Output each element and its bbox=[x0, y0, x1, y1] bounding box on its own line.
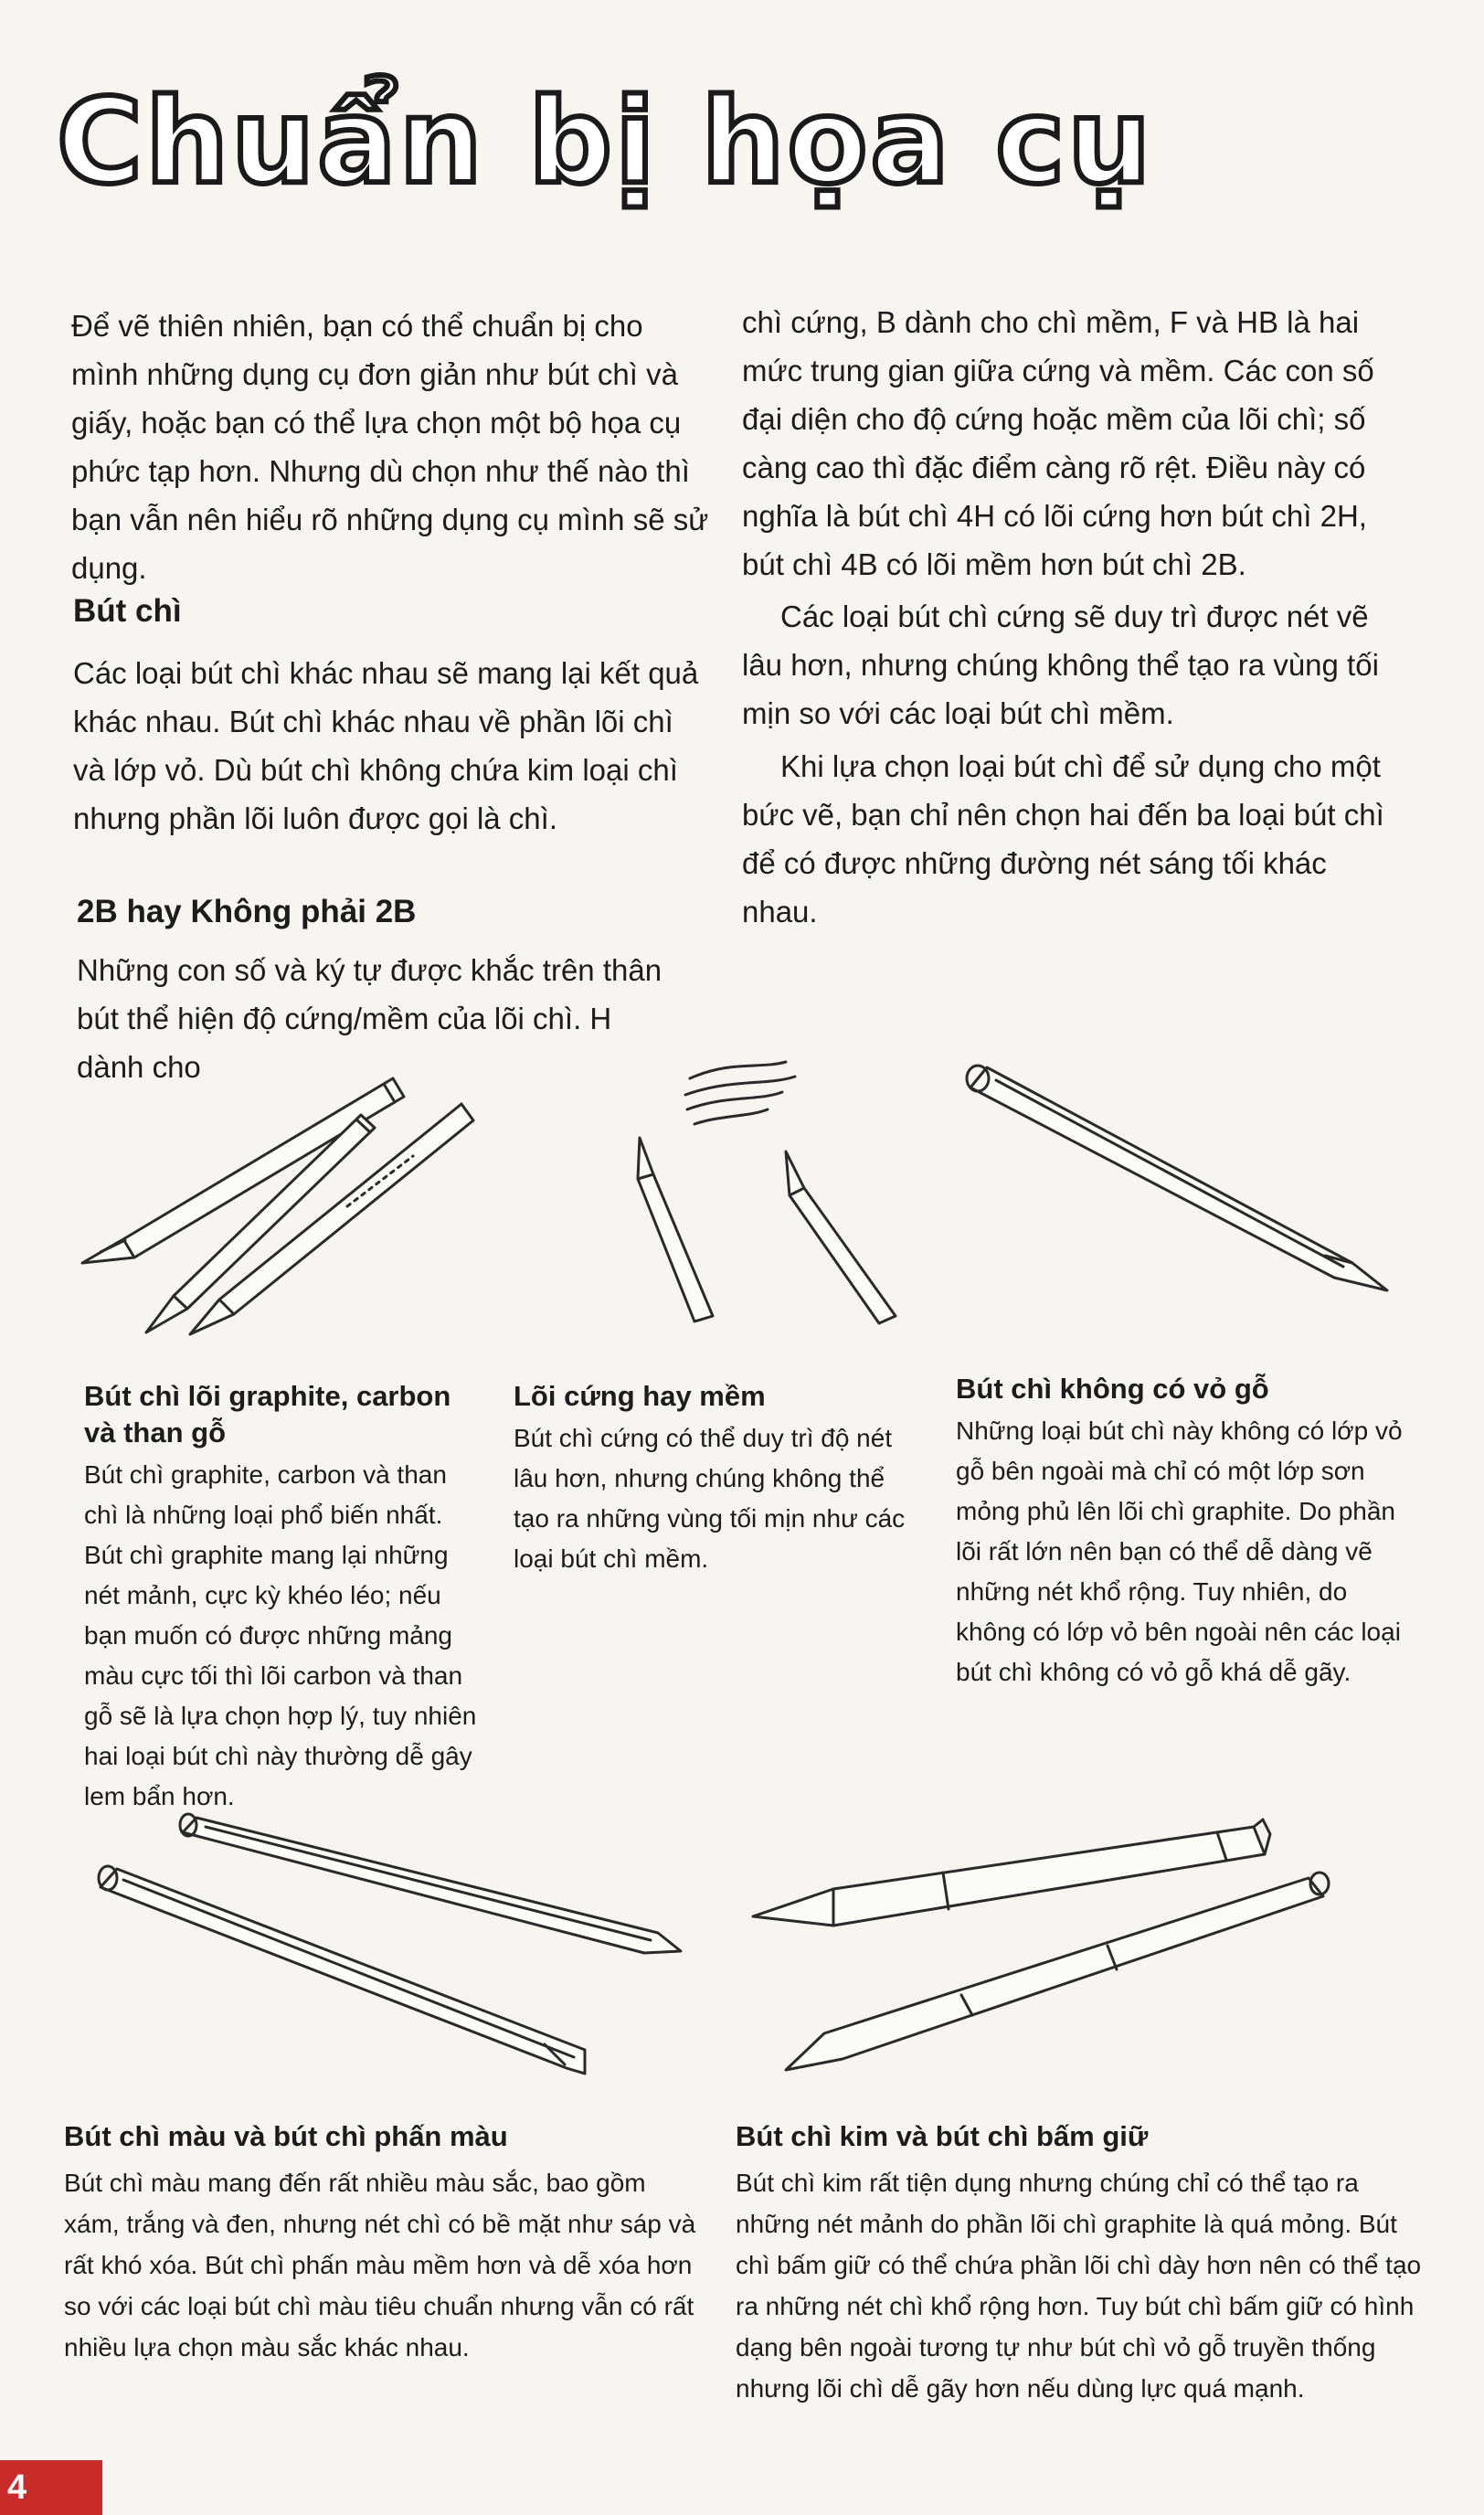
caption-woodless-text: Những loại bút chì này không có lớp vỏ gỗ bên ngoài mà chỉ có một lớp sơn mỏng phủ lên lõi chì graphite. Do phần lõi rất lớn nên bạn có thể dễ dàng vẽ những nét khổ rộng. Tuy nhiên, do không có lớp vỏ bên ngoài nên các loại bút chì không có vỏ gỗ khá dễ gãy. bbox=[956, 1417, 1403, 1686]
mechanical-pencils-illustration bbox=[742, 1814, 1345, 2088]
graphite-pencils-illustration bbox=[82, 1069, 484, 1343]
caption-hard-soft bbox=[514, 1378, 916, 1579]
hard-soft-pencils-illustration bbox=[621, 1051, 914, 1325]
caption-graphite bbox=[84, 1378, 486, 1817]
caption-woodless-heading: Bút chì không có vỏ gỗ bbox=[956, 1373, 1269, 1405]
color-pencils-illustration bbox=[91, 1814, 685, 2088]
heading-2b: 2B hay Không phải 2B bbox=[77, 894, 417, 929]
right-paragraph-2: Các loại bút chì cứng sẽ duy trì được nét vẽ lâu hơn, nhưng chúng không thể tạo ra vùng tối mịn so với các loại bút chì mềm. bbox=[742, 600, 1379, 730]
clutch-pencil bbox=[753, 1820, 1270, 1926]
caption-mechanical bbox=[736, 2118, 1430, 2409]
but-chi-paragraph: Các loại bút chì khác nhau sẽ mang lại kết quả khác nhau. Bút chì khác nhau về phần lõi chì và lớp vỏ. Dù bút chì không chứa kim loại chì nhưng phần lõi luôn được gọi là chì. bbox=[73, 656, 699, 835]
scribble-marks bbox=[685, 1062, 795, 1124]
caption-graphite-heading: Bút chì lõi graphite, carbon và than gỗ bbox=[84, 1380, 451, 1449]
right-paragraph-3: Khi lựa chọn loại bút chì để sử dụng cho một bức vẽ, bạn chỉ nên chọn hai đến ba loại bút chì để có được những đường nét sáng tối khác nhau. bbox=[742, 749, 1384, 929]
page-number: 4 bbox=[0, 2460, 102, 2515]
caption-hard-soft-heading: Lõi cứng hay mềm bbox=[514, 1380, 766, 1412]
page-title: Chuẩn bị họa cụ bbox=[57, 74, 1154, 210]
heading-but-chi: Bút chì bbox=[73, 593, 182, 629]
woodless-pencil-illustration bbox=[959, 1060, 1398, 1307]
pencil-soft bbox=[786, 1151, 896, 1323]
caption-mechanical-text: Bút chì kim rất tiện dụng nhưng chúng chỉ có thể tạo ra những nét mảnh do phần lõi chì graphite là quá mỏng. Bút chì bấm giữ có thể chứa phần lõi chì dày hơn nên có thể tạo ra những nét chì khổ rộng hơn. Tuy bút chì bấm giữ có hình dạng bên ngoài tương tự như bút chì vỏ gỗ truyền thống nhưng lõi chì dễ gãy hơn nếu dùng lực quá mạnh. bbox=[736, 2169, 1422, 2403]
caption-color-text: Bút chì màu mang đến rất nhiều màu sắc, bao gồm xám, trắng và đen, nhưng nét chì có bề mặt như sáp và rất khó xóa. Bút chì phấn màu mềm hơn và dễ xóa hơn so với các loại bút chì màu tiêu chuẩn nhưng vẫn có rất nhiều lựa chọn màu sắc khác nhau. bbox=[64, 2169, 696, 2361]
caption-graphite-text: Bút chì graphite, carbon và than chì là những loại phổ biến nhất. Bút chì graphite mang lại những nét mảnh, cực kỳ khéo léo; nếu bạn muốn có được những mảng màu cực tối thì lõi carbon và than gỗ sẽ là lựa chọn hợp lý, tuy nhiên hai loại bút chì này thường dễ gây lem bẩn hơn. bbox=[84, 1460, 477, 1810]
caption-woodless bbox=[956, 1371, 1413, 1693]
caption-hard-soft-text: Bút chì cứng có thể duy trì độ nét lâu hơn, nhưng chúng không thể tạo ra những vùng tối mịn như các loại bút chì mềm. bbox=[514, 1424, 906, 1573]
intro-paragraph: Để vẽ thiên nhiên, bạn có thể chuẩn bị cho mình những dụng cụ đơn giản như bút chì và giấy, hoặc bạn có thể lựa chọn một bộ họa cụ phức tạp hơn. Nhưng dù chọn như thế nào thì bạn vẫn nên hiểu rõ những dụng cụ mình sẽ sử dụng. bbox=[71, 309, 709, 585]
pencil-hard bbox=[638, 1138, 713, 1321]
caption-color-heading: Bút chì màu và bút chì phấn màu bbox=[64, 2120, 508, 2152]
hb-paragraph: Những con số và ký tự được khắc trên thân bút thể hiện độ cứng/mềm của lõi chì. H dành cho bbox=[77, 953, 662, 1084]
right-paragraph-1: chì cứng, B dành cho chì mềm, F và HB là hai mức trung gian giữa cứng và mềm. Các con số đại diện cho độ cứng hoặc mềm của lõi chì; số càng cao thì đặc điểm càng rõ rệt. Điều này có nghĩa là bút chì 4H có lõi cứng hơn bút chì 2H, bút chì 4B có lõi mềm hơn bút chì 2B. bbox=[742, 305, 1374, 581]
caption-mechanical-heading: Bút chì kim và bút chì bấm giữ bbox=[736, 2120, 1149, 2152]
caption-color bbox=[64, 2118, 704, 2368]
